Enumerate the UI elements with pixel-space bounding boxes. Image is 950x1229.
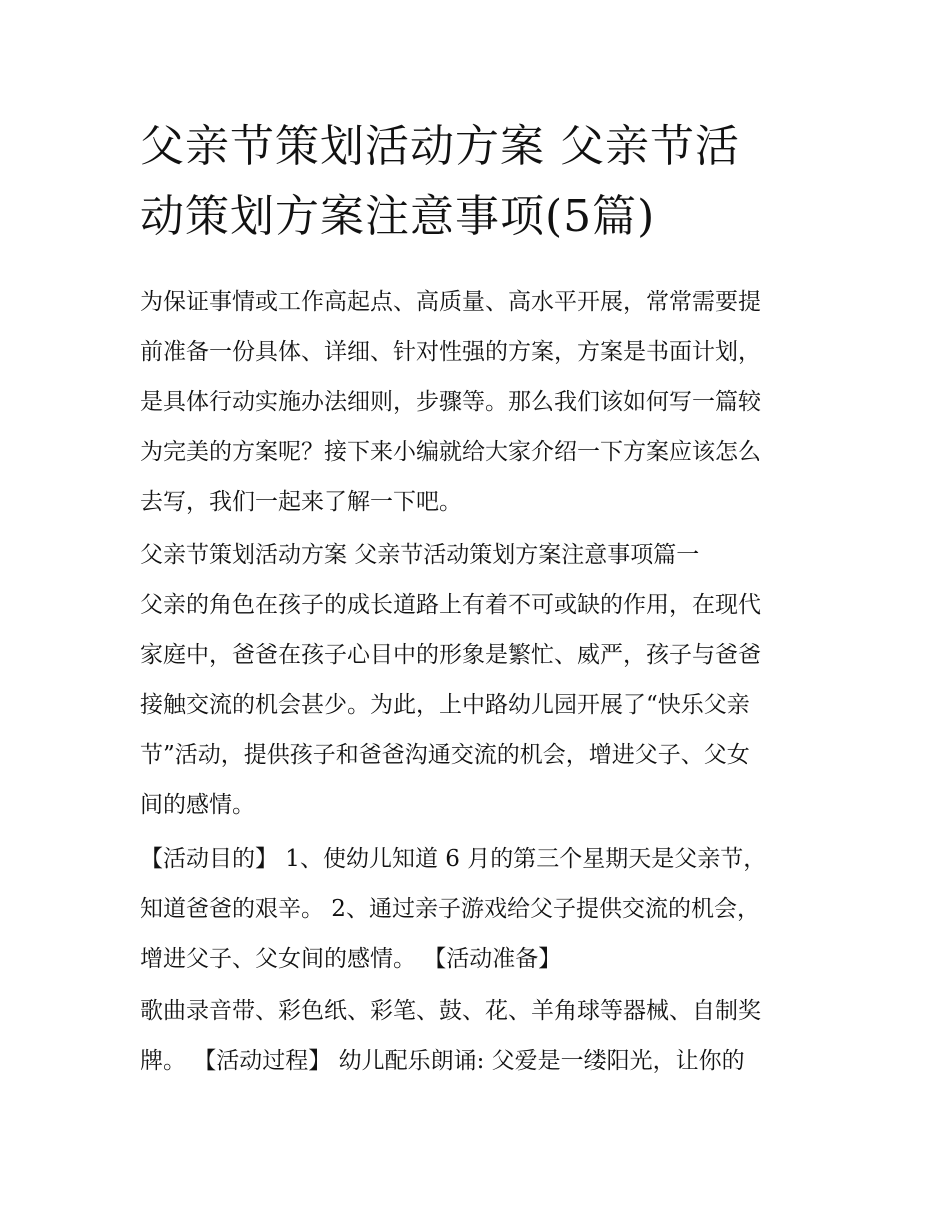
document-title	[140, 112, 820, 252]
activity-materials-paragraph	[140, 986, 830, 1086]
body-paragraph	[140, 580, 830, 830]
activity-goal-paragraph	[140, 834, 830, 984]
intro-paragraph	[140, 277, 830, 527]
text-line: 是具体行动实施办法细则，步骤等。那么我们该如何写一篇较	[140, 389, 761, 415]
text-line: 牌。 【活动过程】 幼儿配乐朗诵: 父爱是一缕阳光，让你的	[140, 1048, 745, 1074]
text-line: 【活动目的】 1、使幼儿知道 6 月的第三个星期天是父亲节，	[140, 846, 767, 872]
text-line: 为保证事情或工作高起点、高质量、高水平开展，常常需要提	[140, 289, 761, 315]
text-line: 父亲的角色在孩子的成长道路上有着不可或缺的作用，在现代	[140, 592, 761, 618]
text-line: 为完美的方案呢？接下来小编就给大家介绍一下方案应该怎么	[140, 439, 761, 465]
text-line: 知道爸爸的艰辛。 2、通过亲子游戏给父子提供交流的机会，	[140, 896, 760, 922]
title-line: 动策划方案注意事项(5篇)	[140, 191, 656, 242]
text-line: 家庭中，爸爸在孩子心目中的形象是繁忙、威严，孩子与爸爸	[140, 642, 761, 668]
title-line: 父亲节策划活动方案 父亲节活	[140, 121, 740, 172]
section-heading-text: 父亲节策划活动方案 父亲节活动策划方案注意事项篇一	[140, 542, 700, 568]
text-line: 增进父子、父女间的感情。 【活动准备】	[140, 946, 562, 972]
text-line: 节”活动，提供孩子和爸爸沟通交流的机会，增进父子、父女	[140, 742, 750, 768]
text-line: 间的感情。	[140, 792, 255, 818]
text-line: 歌曲录音带、彩色纸、彩笔、鼓、花、羊角球等器械、自制奖	[140, 998, 761, 1024]
text-line: 接触交流的机会甚少。为此，上中路幼儿园开展了“快乐父亲	[140, 692, 750, 718]
section-heading	[140, 530, 830, 580]
text-line: 前准备一份具体、详细、针对性强的方案，方案是书面计划，	[140, 339, 761, 365]
text-line: 去写，我们一起来了解一下吧。	[140, 489, 462, 515]
